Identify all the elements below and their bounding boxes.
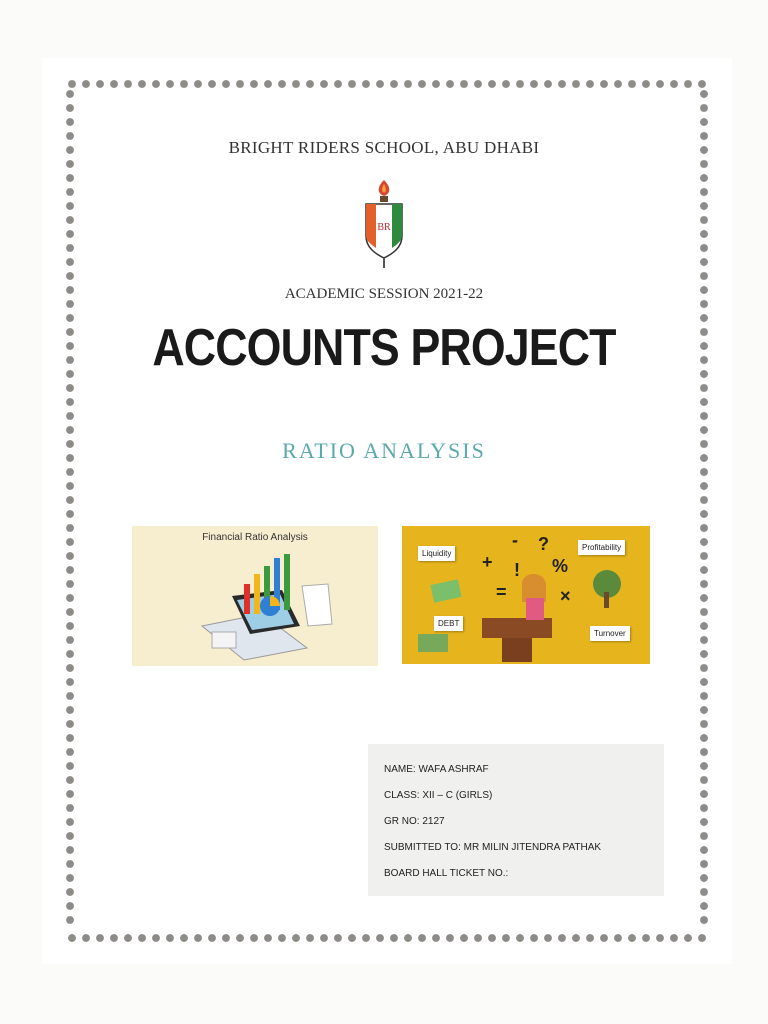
dotted-border-right xyxy=(698,88,710,930)
student-info-box xyxy=(368,744,664,896)
submitted-to: SUBMITTED TO: MR MILIN JITENDRA PATHAK xyxy=(384,842,602,853)
image-caption: Financial Ratio Analysis xyxy=(202,532,308,543)
page-subtitle: RATIO ANALYSIS xyxy=(282,438,486,463)
question-symbol: ? xyxy=(538,534,549,554)
tablet-chart-illustration xyxy=(132,526,378,666)
profitability-label: Profitability xyxy=(578,540,625,555)
svg-text:BR: BR xyxy=(377,222,391,233)
minus-symbol: - xyxy=(512,530,518,550)
liquidity-label: Liquidity xyxy=(418,546,455,561)
debt-label: DEBT xyxy=(434,616,463,631)
academic-session: ACADEMIC SESSION 2021-22 xyxy=(284,286,484,302)
board-hall-ticket: BOARD HALL TICKET NO.: xyxy=(384,868,509,879)
student-class: CLASS: XII – C (GIRLS) xyxy=(384,790,493,801)
financial-ratio-analysis-image xyxy=(132,526,378,666)
page-title: ACCOUNTS PROJECT xyxy=(152,319,616,377)
gr-number: GR NO: 2127 xyxy=(384,816,445,827)
exclamation-symbol: ! xyxy=(514,560,520,580)
school-logo xyxy=(362,178,406,270)
percent-symbol: % xyxy=(552,556,569,576)
turnover-label: Turnover xyxy=(590,626,630,641)
dotted-border-left xyxy=(64,88,76,930)
student-name: NAME: WAFA ASHRAF xyxy=(384,764,489,775)
dotted-border-top xyxy=(66,78,706,90)
times-symbol: × xyxy=(560,586,571,606)
dotted-border-bottom xyxy=(66,932,706,944)
equals-symbol: = xyxy=(496,582,507,602)
school-name: BRIGHT RIDERS SCHOOL, ABU DHABI xyxy=(228,138,540,157)
ratio-categories-image xyxy=(402,526,650,664)
plus-symbol: + xyxy=(482,552,493,572)
